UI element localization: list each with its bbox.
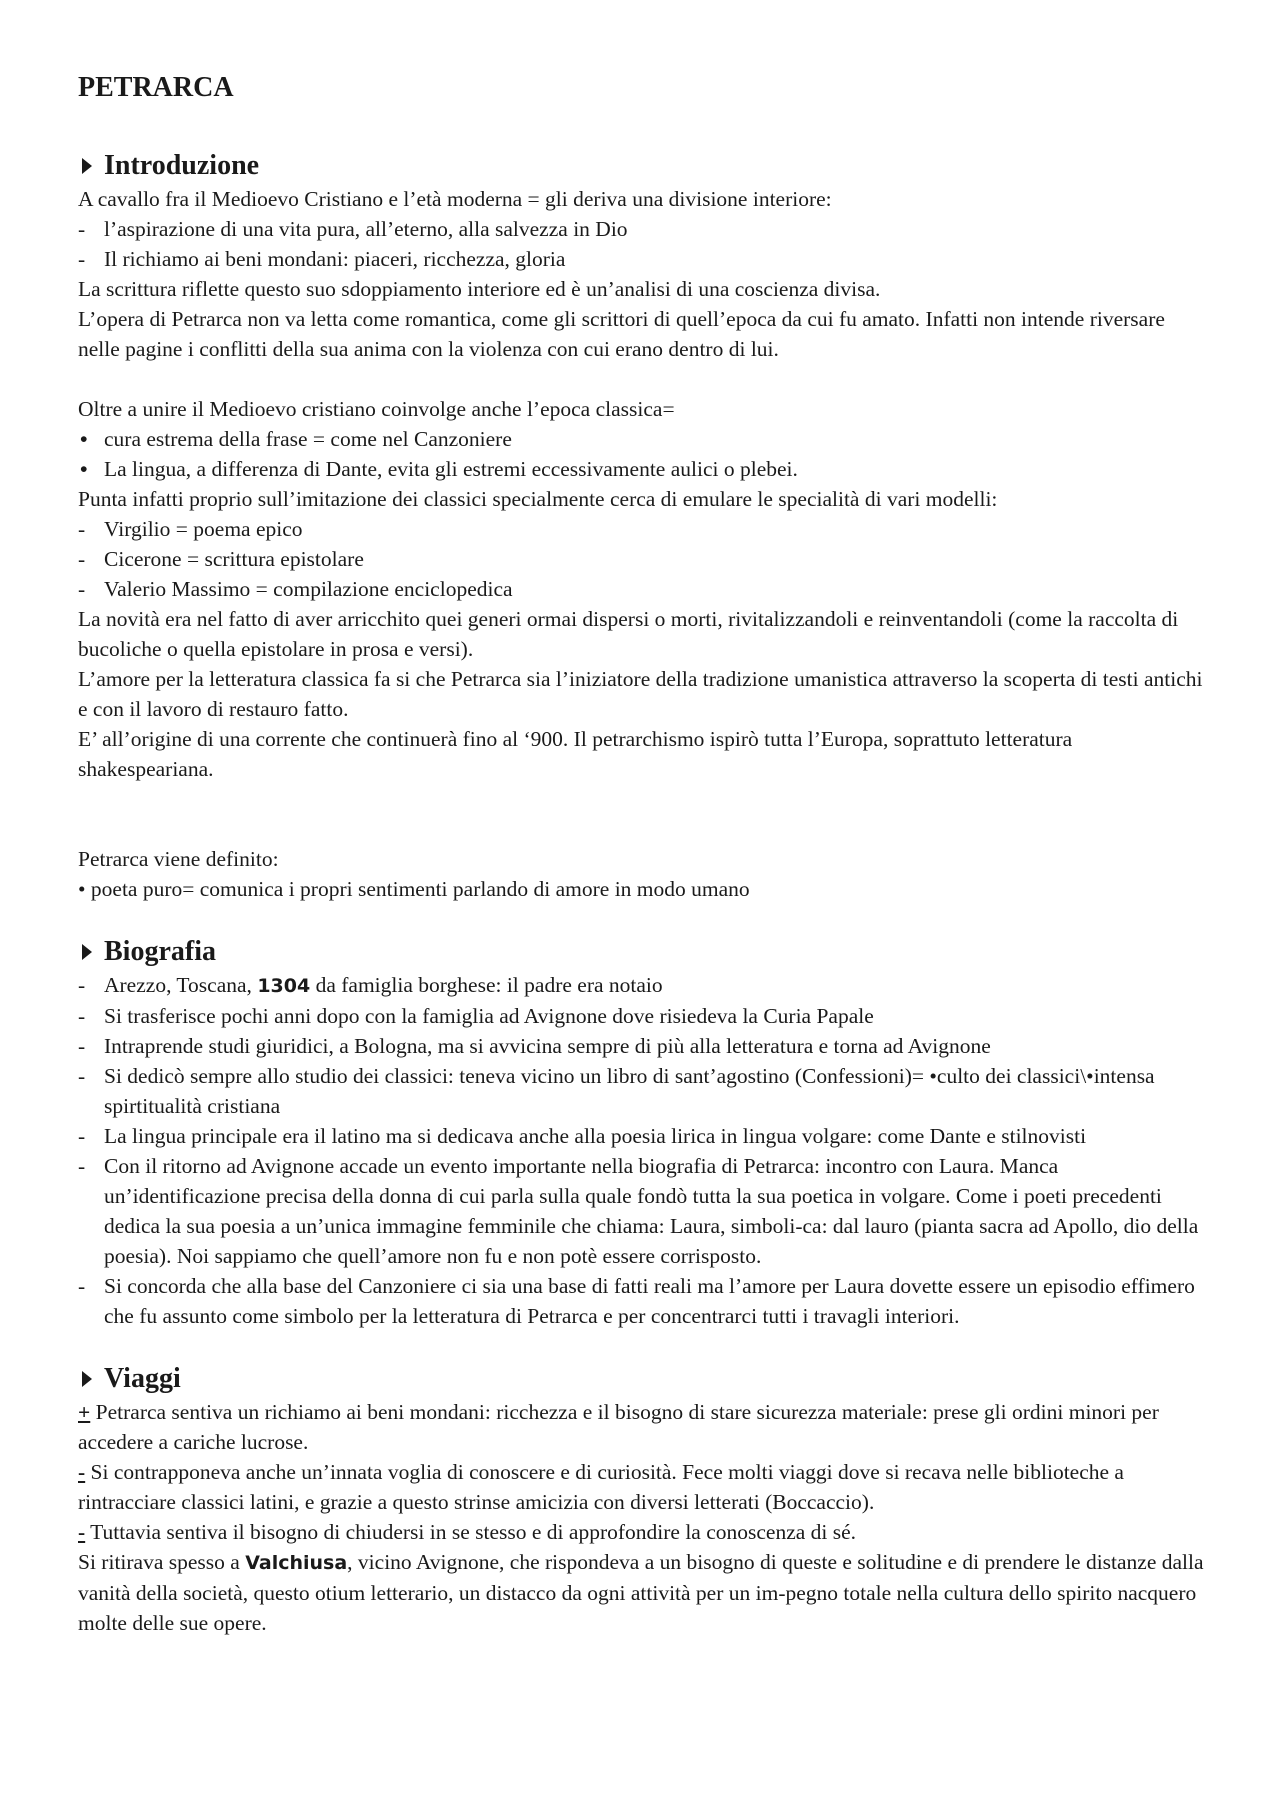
minus-mark: - — [78, 1520, 86, 1544]
biography-list — [78, 970, 1208, 1331]
paragraph — [78, 1547, 1208, 1638]
text-run: Petrarca sentiva un richiamo ai beni mondani: ricchezza e il bisogno di stare sicurezza materiale: prese gli ordini minori per accedere a cariche lucrose. — [78, 1400, 1159, 1454]
paragraph — [78, 1397, 1208, 1457]
list-item — [78, 970, 1208, 1001]
list-item: • La lingua, a differenza di Dante, evita gli estremi eccessivamente aulici o plebei. — [78, 454, 1208, 484]
text-run: Si ritirava spesso a — [78, 1550, 246, 1574]
paragraph: E’ all’origine di una corrente che continuerà fino al ‘900. Il petrarchismo ispirò tutta l’Europa, soprattuto letteratura shakespeariana. — [78, 727, 1073, 781]
document-title: PETRARCA — [78, 72, 234, 103]
place-bold: Valchiusa — [245, 1552, 348, 1574]
paragraph: Punta infatti proprio sull’imitazione dei classici specialmente cerca di emulare le specialità di vari modelli: — [78, 487, 998, 511]
section-heading-label: Introduzione — [104, 150, 260, 181]
list-item: • cura estrema della frase = come nel Canzoniere — [78, 424, 1208, 454]
section-heading-label: Viaggi — [104, 1363, 181, 1394]
list-item: - l’aspirazione di una vita pura, all’eterno, alla salvezza in Dio — [78, 214, 1208, 244]
paragraph: L’amore per la letteratura classica fa si che Petrarca sia l’iniziatore della tradizione umanistica attraverso la scoperta di testi antichi e con il lavoro di restauro fatto. — [78, 667, 1203, 721]
paragraph: La scrittura riflette questo suo sdoppiamento interiore ed è un’analisi di una coscienza divisa. — [78, 277, 881, 301]
minus-mark: - — [78, 1460, 86, 1484]
paragraph: A cavallo fra il Medioevo Cristiano e l’età moderna = gli deriva una divisione interiore: — [78, 187, 832, 211]
paragraph — [78, 1517, 1208, 1547]
dash-list — [78, 514, 1208, 604]
plus-mark: + — [78, 1400, 91, 1424]
dash-list — [78, 214, 1208, 274]
paragraph: La novità era nel fatto di aver arricchito quei generi ormai dispersi o morti, rivitalizzandoli e reinventandoli (come la raccolta di bucoliche o quella epistolare in prosa e versi). — [78, 607, 1179, 661]
text-run: Si contrapponeva anche un’innata voglia di conoscere e di curiosità. Fece molti viaggi dove si recava nelle biblioteche a rintracciare classici latini, e grazie a questo strinse amicizia con diversi letterati (Boccaccio). — [78, 1460, 1124, 1514]
list-item: - Il richiamo ai beni mondani: piaceri, ricchezza, gloria — [78, 244, 1208, 274]
list-item: - Cicerone = scrittura epistolare — [78, 544, 1208, 574]
text-run: , vicino Avignone, che rispondeva a un bisogno di queste e solitudine e di prendere le distanze dalla vanità della società, questo otium letterario, un distacco da ogni attività per un im-pegno totale nella cultura dello spirito nacquero molte delle sue opere. — [78, 1550, 1204, 1635]
paragraph: Oltre a unire il Medioevo cristiano coinvolge anche l’epoca classica= — [78, 397, 675, 421]
section-heading-biografia — [78, 934, 1208, 970]
list-item: - Valerio Massimo = compilazione enciclopedica — [78, 574, 1208, 604]
section-heading-label: Biografia — [104, 936, 216, 967]
section-heading-viaggi — [78, 1361, 1208, 1397]
text-run: Arezzo, Toscana, — [104, 973, 258, 997]
paragraph — [78, 1457, 1208, 1517]
list-item: - Si concorda che alla base del Canzoniere ci sia una base di fatti reali ma l’amore per Laura dovette essere un episodio effimero che fu assunto come simbolo per la letteratura di Petrarca e per concentrarci tutti i travagli interiori. — [78, 1271, 1208, 1331]
document-page — [78, 70, 1208, 1638]
paragraph: • poeta puro= comunica i propri sentimenti parlando di amore in modo umano — [78, 877, 750, 901]
text-run: da famiglia borghese: il padre era notaio — [310, 973, 663, 997]
bullet-list — [78, 424, 1208, 484]
text-run: Tuttavia sentiva il bisogno di chiudersi in se stesso e di approfondire la conoscenza di sé. — [85, 1520, 857, 1544]
list-item: - Si trasferisce pochi anni dopo con la famiglia ad Avignone dove risiedeva la Curia Papale — [78, 1001, 1208, 1031]
triangle-bullet-icon — [82, 158, 92, 174]
paragraph: L’opera di Petrarca non va letta come romantica, come gli scrittori di quell’epoca da cui fu amato. Infatti non intende riversare nelle pagine i conflitti della sua anima con la violenza con cui erano dentro di lui. — [78, 307, 1165, 361]
year-bold: 1304 — [257, 975, 311, 997]
triangle-bullet-icon — [82, 944, 92, 960]
list-item: - Virgilio = poema epico — [78, 514, 1208, 544]
list-item: - Con il ritorno ad Avignone accade un evento importante nella biografia di Petrarca: incontro con Laura. Manca un’identificazione precisa della donna di cui parla sulla quale fondò tutta la sua poetica in volgare. Come i poeti precedenti dedica la sua poesia a un’unica immagine femminile che chiama: Laura, simboli-ca: dal lauro (pianta sacra ad Apollo, dio della poesia). Noi sappiamo che quell’amore non fu e non potè essere corrisposto. — [78, 1151, 1208, 1271]
section-heading-introduzione — [78, 148, 1208, 184]
triangle-bullet-icon — [82, 1371, 92, 1387]
paragraph: Petrarca viene definito: — [78, 847, 279, 871]
list-item: - La lingua principale era il latino ma si dedicava anche alla poesia lirica in lingua volgare: come Dante e stilnovisti — [78, 1121, 1208, 1151]
list-item: - Intraprende studi giuridici, a Bologna, ma si avvicina sempre di più alla letteratura e torna ad Avignone — [78, 1031, 1208, 1061]
list-item: - Si dedicò sempre allo studio dei classici: teneva vicino un libro di sant’agostino (Confessioni)= •culto dei classici\•intensa spirtitualità cristiana — [78, 1061, 1208, 1121]
